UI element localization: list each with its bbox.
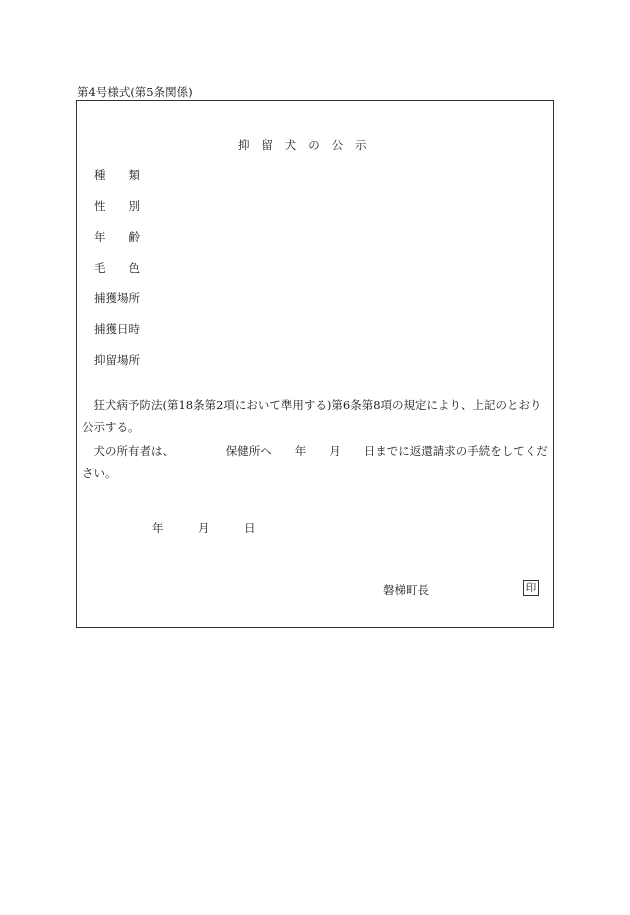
field-capture-datetime-label: 捕獲日時 [94, 322, 140, 336]
field-capture-place-label: 捕獲場所 [94, 291, 140, 305]
notice-title: 抑 留 犬 の 公 示 [238, 138, 367, 152]
field-kind-label: 種 類 [94, 168, 140, 182]
field-age-label: 年 齢 [94, 230, 140, 244]
notice-frame [76, 100, 554, 628]
notice-date: 年 月 日 [152, 521, 256, 535]
field-sex-label: 性 別 [94, 199, 140, 213]
seal-mark: 印 [523, 580, 539, 596]
field-detention-place-label: 抑留場所 [94, 353, 140, 367]
return-request-paragraph: 犬の所有者は、 保健所へ 年 月 日までに返還請求の手続をしてください。 [82, 444, 548, 480]
legal-basis-paragraph: 狂犬病予防法(第18条第2項において準用する)第6条第8項の規定により、上記のとおり公示する。 [82, 398, 542, 434]
field-coat-color-label: 毛 色 [94, 261, 140, 275]
signer-title: 磐梯町長 [383, 583, 429, 597]
form-number-label: 第4号様式(第5条関係) [77, 85, 193, 99]
